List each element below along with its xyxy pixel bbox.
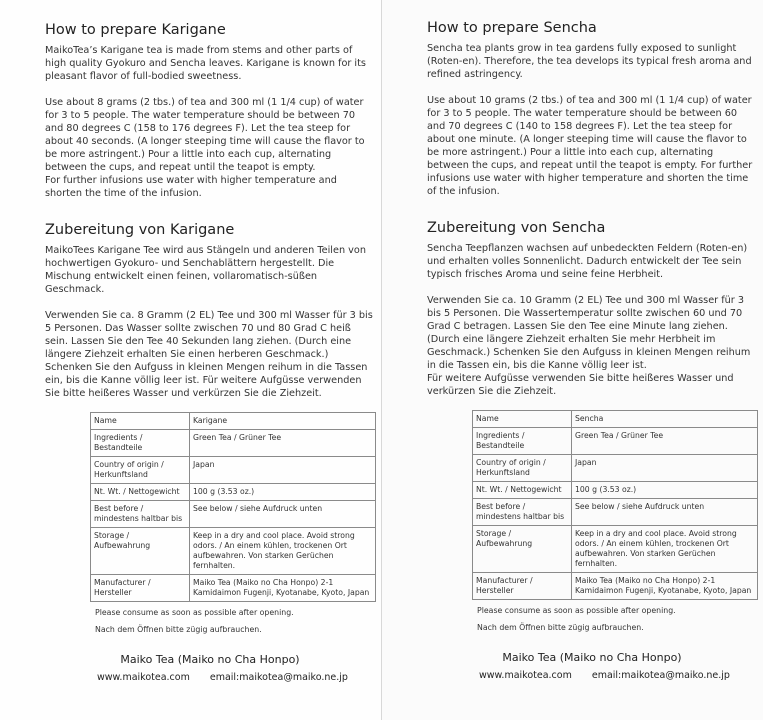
row-value-weight: 100 g (3.53 oz.) [190,484,376,501]
karigane-english-title: How to prepare Karigane [45,22,226,38]
row-key-best-before: Best before / mindestens haltbar bis [91,501,190,528]
consume-note-german: Nach dem Öffnen bitte zügig aufbrauchen. [95,625,262,634]
table-row [473,411,758,428]
website-link[interactable]: www.maikotea.com [97,672,190,683]
karigane-english-steps: Use about 8 grams (2 tbs.) of tea and 300 ml (1 1/4 cup) of water for 3 to 5 people. The water temperature should be between 70 and 80 degrees C (158 to 176 degrees F). Let the tea steep for about 40 seconds. (A longer steeping time will cause the flavor to be more astringent.) Pour a little into each cup, alternating between the cups, and repeat until the teapot is empty. [45,97,365,173]
email-link[interactable]: email:maikotea@maiko.ne.jp [591,670,730,681]
row-value-best-before: See below / siehe Aufdruck unten [572,499,758,526]
consume-note-english: Please consume as soon as possible after opening. [95,608,294,617]
row-value-ingredients: Green Tea / Grüner Tee [572,428,758,455]
table-row [91,575,376,602]
row-key-weight: Nt. Wt. / Nettogewicht [473,482,572,499]
row-key-manufacturer: Manufacturer / Hersteller [473,573,572,600]
sencha-content [427,20,757,681]
contact-line [97,672,375,683]
sencha-english-title: How to prepare Sencha [427,20,597,36]
row-value-origin: Japan [190,457,376,484]
table-row [91,501,376,528]
company-name: Maiko Tea (Maiko no Cha Honpo) [120,653,300,666]
website-link[interactable]: www.maikotea.com [479,670,572,681]
sencha-german-steps: Verwenden Sie ca. 10 Gramm (2 EL) Tee und 300 ml Wasser für 3 bis 5 Personen. Die Wassertemperatur sollte zwischen 60 und 70 Grad C betragen. Lassen Sie den Tee eine Minute lang ziehen. (Durch eine längere Ziehzeit erhalten Sie mehr Herbheit im Geschmack.) Schenken Sie den Aufguss in kleinen Mengen reihum in die Tassen ein, bis die Kanne völlig leer ist. [427,295,751,371]
table-row [473,573,758,600]
table-row [91,484,376,501]
table-row [473,482,758,499]
table-row [473,428,758,455]
sencha-german-further: Für weitere Aufgüsse verwenden Sie bitte heißeres Wasser und verkürzen Sie die Ziehzeit. [427,373,734,397]
row-value-manufacturer: Maiko Tea (Maiko no Cha Honpo) 2-1 Kamidaimon Fugenji, Kyotanabe, Kyoto, Japan [572,573,758,600]
row-value-origin: Japan [572,455,758,482]
table-row [473,455,758,482]
karigane-german-intro: MaikoTees Karigane Tee wird aus Stängeln und anderen Teilen von hochwertigen Gyokuro- und Senchablättern hergestellt. Die Mischung entwickelt einen feinen, vollaromatisch-süßen Geschmack. [45,245,366,295]
table-row [91,457,376,484]
email-link[interactable]: email:maikotea@maiko.ne.jp [209,672,348,683]
row-key-weight: Nt. Wt. / Nettogewicht [91,484,190,501]
table-row [473,526,758,573]
sencha-german-intro: Sencha Teepflanzen wachsen auf unbedeckten Feldern (Roten-en) und erhalten volles Sonnenlicht. Dadurch entwickelt der Tee sein typisch frisches Aroma und seine feine Herbheit. [427,243,748,280]
row-key-origin: Country of origin / Herkunftsland [473,455,572,482]
consume-note-english: Please consume as soon as possible after opening. [477,606,676,615]
row-value-best-before: See below / siehe Aufdruck unten [190,501,376,528]
company-name: Maiko Tea (Maiko no Cha Honpo) [502,651,682,664]
karigane-german-title: Zubereitung von Karigane [45,222,235,238]
row-value-name: Sencha [572,411,758,428]
row-value-manufacturer: Maiko Tea (Maiko no Cha Honpo) 2-1 Kamidaimon Fugenji, Kyotanabe, Kyoto, Japan [190,575,376,602]
karigane-info-table [90,412,376,602]
sencha-english-intro: Sencha tea plants grow in tea gardens fully exposed to sunlight (Roten-en). Therefore, the tea develops its typical fresh aroma and refined astringency. [427,43,752,80]
row-key-storage: Storage / Aufbewahrung [473,526,572,573]
row-key-manufacturer: Manufacturer / Hersteller [91,575,190,602]
row-value-ingredients: Green Tea / Grüner Tee [190,430,376,457]
row-value-weight: 100 g (3.53 oz.) [572,482,758,499]
karigane-german-steps: Verwenden Sie ca. 8 Gramm (2 EL) Tee und 300 ml Wasser für 3 bis 5 Personen. Das Wasser sollte zwischen 70 und 80 Grad C heiß sein. Lassen Sie den Tee 40 Sekunden lang ziehen. (Durch eine längere Ziehzeit erhalten Sie einen herberen Geschmack.) Schenken Sie den Aufguss in kleinen Mengen reihum in die Tassen ein, bis die Kanne völlig leer ist. Für weitere Aufgüsse verwenden Sie bitte heißeres Wasser und verkürzen Sie die Ziehzeit. [45,310,373,399]
karigane-leaflet-page [0,0,381,720]
row-key-ingredients: Ingredients / Bestandteile [91,430,190,457]
contact-line [479,670,757,681]
sencha-info-table [472,410,758,600]
sencha-german-title: Zubereitung von Sencha [427,220,606,236]
sencha-leaflet-page [382,0,763,720]
table-row [91,430,376,457]
row-value-storage: Keep in a dry and cool place. Avoid strong odors. / An einem kühlen, trockenen Ort aufbewahren. Von starken Gerüchen fernhalten. [190,528,376,575]
row-key-origin: Country of origin / Herkunftsland [91,457,190,484]
row-key-ingredients: Ingredients / Bestandteile [473,428,572,455]
row-key-best-before: Best before / mindestens haltbar bis [473,499,572,526]
table-row [91,528,376,575]
row-value-name: Karigane [190,413,376,430]
karigane-content [45,22,375,683]
row-value-storage: Keep in a dry and cool place. Avoid strong odors. / An einem kühlen, trockenen Ort aufbewahren. Von starken Gerüchen fernhalten. [572,526,758,573]
row-key-name: Name [91,413,190,430]
table-row [91,413,376,430]
consume-note-german: Nach dem Öffnen bitte zügig aufbrauchen. [477,623,644,632]
row-key-name: Name [473,411,572,428]
karigane-english-intro: MaikoTea’s Karigane tea is made from stems and other parts of high quality Gyokuro and Sencha leaves. Karigane is known for its pleasant flavor of full-bodied sweetness. [45,45,366,82]
row-key-storage: Storage / Aufbewahrung [91,528,190,575]
karigane-english-further: For further infusions use water with higher temperature and shorten the time of the infusion. [45,175,337,199]
sencha-english-steps: Use about 10 grams (2 tbs.) of tea and 300 ml (1 1/4 cup) of water for 3 to 5 people. The water temperature should be between 60 and 70 degrees C (140 to 158 degrees F). Let the tea steep for about one minute. (A longer steeping time will cause the flavor to be more astringent.) Pour a little into each cup, alternating between the cups, and repeat until the teapot is empty. For further infusions use water with higher temperature and shorten the time of the infusion. [427,95,753,197]
table-row [473,499,758,526]
